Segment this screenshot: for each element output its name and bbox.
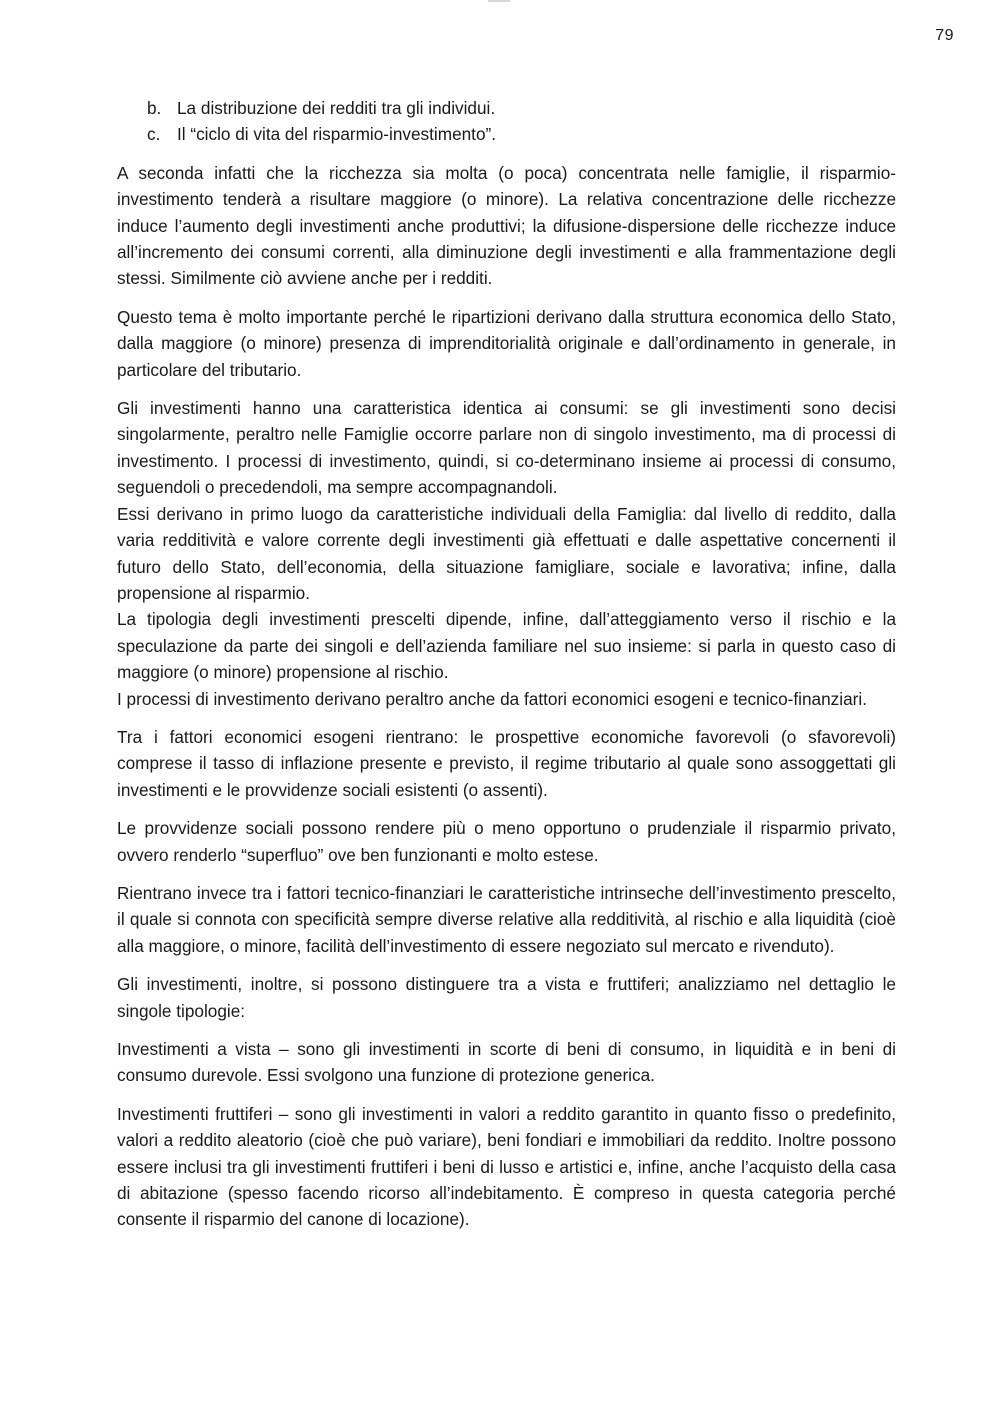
paragraph-sight-investments: Investimenti a vista – sono gli investimenti in scorte di beni di consumo, in liquidità e in beni di consumo durevole. Essi svolgono una funzione di protezione generica. (117, 1039, 896, 1086)
paragraph-external-factors: I processi di investimento derivano peraltro anche da fattori economici esogeni e tecnico-finanziari. (117, 688, 867, 709)
list-item (147, 95, 896, 121)
paragraph-investment-types-intro: Gli investimenti, inoltre, si possono distinguere tra a vista e fruttiferi; analizziamo nel dettaglio le singole tipologie: (117, 974, 896, 1021)
page-number: 79 (935, 27, 954, 44)
document-body (117, 95, 896, 1245)
list-marker: b. (147, 98, 162, 118)
paragraph-fruitful-investments: Investimenti fruttiferi – sono gli investimenti in valori a reddito garantito in quanto fisso o predefinito, valori a reddito aleatorio (cioè che può variare), beni fondiari e immobiliari da reddito. Inoltre possono essere inclusi tra gli investimenti fruttiferi i beni di lusso e artistici e, infine, anche l’acquisto della casa di abitazione (spesso facendo ricorso all’indebitamento. È compreso in questa categoria perché consente il risparmio del canone di locazione). (117, 1103, 896, 1230)
paragraph-economic-structure: Questo tema è molto importante perché le ripartizioni derivano dalla struttura economica dello Stato, dalla maggiore (o minore) presenza di imprenditorialità originale e dall’ordinamento in generale, in particolare del tributario. (117, 306, 896, 380)
paragraph-wealth-concentration: A seconda infatti che la ricchezza sia molta (o poca) concentrata nelle famiglie, il risparmio-investimento tenderà a risultare maggiore (o minore). La relativa concentrazione delle ricchezze induce l’aumento degli investimenti anche produttivi; la difusione-dispersione delle ricchezze induce all’incremento dei consumi correnti, alla diminuzione degli investimenti e alla frammentazione degli stessi. Similmente ciò avviene anche per i redditi. (117, 162, 896, 289)
paragraph-investment-processes: Gli investimenti hanno una caratteristica identica ai consumi: se gli investimenti sono decisi singolarmente, peraltro nelle Famiglie occorre parlare non di singolo investimento, ma di processi di investimento. I processi di investimento, quindi, si co-determinano insieme ai processi di consumo, seguendoli o precedendoli, ma sempre accompagnandoli. (117, 398, 896, 498)
header-mark (488, 0, 510, 2)
paragraph-family-characteristics: Essi derivano in primo luogo da caratteristiche individuali della Famiglia: dal livello di reddito, dalla varia redditività e valore corrente degli investimenti già effettuati e dalle aspettative concernenti il futuro dello Stato, dell’economia, della situazione famigliare, sociale e lavorativa; infine, dalla propensione al risparmio. (117, 503, 896, 603)
paragraph-technical-financial-factors: Rientrano invece tra i fattori tecnico-finanziari le caratteristiche intrinseche dell’investimento prescelto, il quale si connota con specificità sempre diverse relative alla redditività, al rischio e alla liquidità (cioè alla maggiore, o minore, facilità dell’investimento di essere negoziato sul mercato e rivenduto). (117, 882, 896, 956)
list-item (147, 121, 896, 147)
list-item-text: La distribuzione dei redditi tra gli individui. (177, 98, 496, 118)
list-marker: c. (147, 124, 161, 145)
paragraph-risk-propensity: La tipologia degli investimenti prescelti dipende, infine, dall’atteggiamento verso il rischio e la speculazione da parte dei singoli e dell’azienda familiare nel suo insieme: si parla in questo caso di maggiore (o minore) propensione al rischio. (117, 609, 896, 683)
ordered-list (117, 95, 896, 148)
list-item-text: Il “ciclo di vita del risparmio-investimento”. (177, 124, 497, 145)
paragraph-social-provisions: Le provvidenze sociali possono rendere più o meno opportuno o prudenziale il risparmio privato, ovvero renderlo “superfluo” ove ben funzionanti e molto estese. (117, 818, 896, 865)
paragraph-exogenous-factors: Tra i fattori economici esogeni rientrano: le prospettive economiche favorevoli (o sfavorevoli) comprese il tasso di inflazione presente e previsto, il regime tributario al quale sono assoggettati gli investimenti e le provvidenze sociali esistenti (o assenti). (117, 726, 896, 800)
